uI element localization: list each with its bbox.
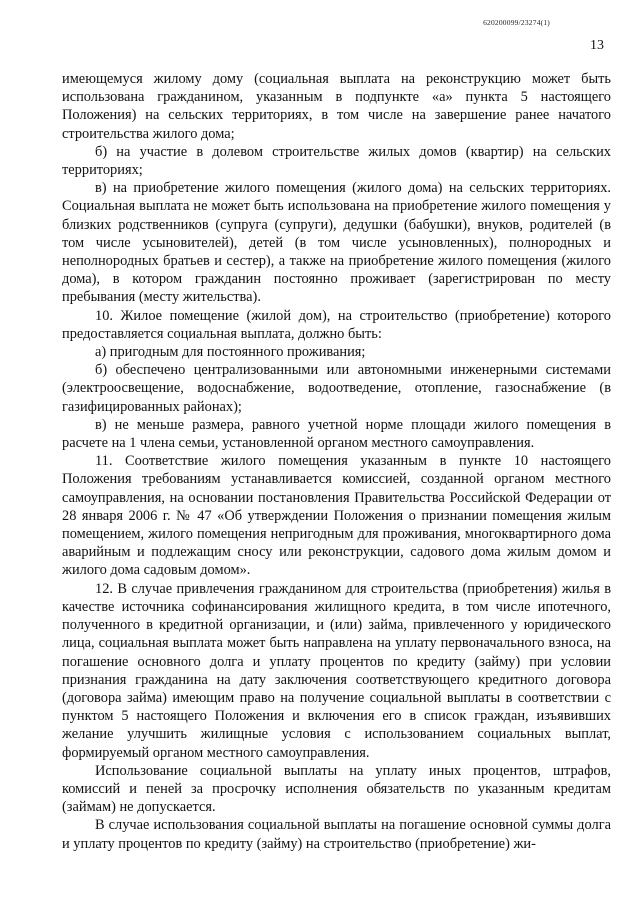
paragraph-10-v: в) не меньше размера, равного учетной норме площади жилого помещения в расчете на 1 члена семьи, установленной органом местного самоуправления. <box>62 416 611 452</box>
document-code: 620200099/23274(1) <box>483 18 550 27</box>
document-body <box>62 70 611 853</box>
paragraph-10-b: б) обеспечено централизованными или автономными инженерными системами (электроосвещение, водоснабжение, водоотведение, отопление, газоснабжение (в газифицированных районах); <box>62 362 611 415</box>
paragraph-continuation: имеющемуся жилому дому (социальная выплата на реконструкцию может быть использована гражданином, указанным в подпункте «а» пункта 5 настоящего Положения) на сельских территориях, в том числе на завершение ранее начатого строительства жилого дома; <box>62 71 611 142</box>
paragraph-11: 11. Соответствие жилого помещения указанным в пункте 10 настоящего Положения требованиям устанавливается комиссией, созданной органом местного самоуправления, на основании постановления Правительства Российской Федерации от 28 января 2006 г. № 47 «Об утверждении Положения о признании помещения жилым помещением, жилого помещения непригодным для проживания, многоквартирного дома аварийным и подлежащим сносу или реконструкции, садового дома жилым домом и жилого дома садовым домом». <box>62 453 611 579</box>
paragraph-item-b: б) на участие в долевом строительстве жилых домов (квартир) на сельских территориях; <box>62 143 611 179</box>
paragraph-10: 10. Жилое помещение (жилой дом), на строительство (приобретение) которого предоставляется социальная выплата, должно быть: <box>62 307 611 342</box>
paragraph-12: 12. В случае привлечения гражданином для строительства (приобретения) жилья в качестве источника софинансирования жилищного кредита, в том числе ипотечного, полученного в кредитной организации, и (или) займа, привлеченного у юридического лица, социальная выплата может быть направлена на уплату первоначального взноса, на погашение основного долга и уплату процентов по кредиту (займу) при условии признания гражданина на дату заключения соответствующего кредитного договора (договора займа) имеющим право на получение социальной выплаты в соответствии с пунктом 5 настоящего Положения и включения его в список граждан, изъявивших желание улучшить жилищные условия с использованием социальных выплат, формируемый органом местного самоуправления. <box>62 580 611 761</box>
paragraph-12-usage: Использование социальной выплаты на уплату иных процентов, штрафов, комиссий и пеней за просрочку исполнения обязательств по указанным кредитам (займам) не допускается. <box>62 762 611 816</box>
paragraph-10-a: а) пригодным для постоянного проживания; <box>95 344 366 361</box>
page-number: 13 <box>590 38 604 53</box>
paragraph-12-repayment: В случае использования социальной выплаты на погашение основной суммы долга и уплату процентов по кредиту (займу) на строительство (приобретение) жи- <box>62 817 611 852</box>
paragraph-item-v: в) на приобретение жилого помещения (жилого дома) на сельских территориях. Социальная выплата не может быть использована на приобретение жилого помещения у близких родственников (супруга (супруги), дедушки (бабушки), внуков, родителей (в том числе усыновителей), детей (в том числе усыновленных), полнородных и неполнородных братьев и сестер), а также на приобретение жилого помещения (жилого дома), в котором гражданин постоянно проживает (зарегистрирован по месту пребывания (месту жительства). <box>62 180 611 306</box>
